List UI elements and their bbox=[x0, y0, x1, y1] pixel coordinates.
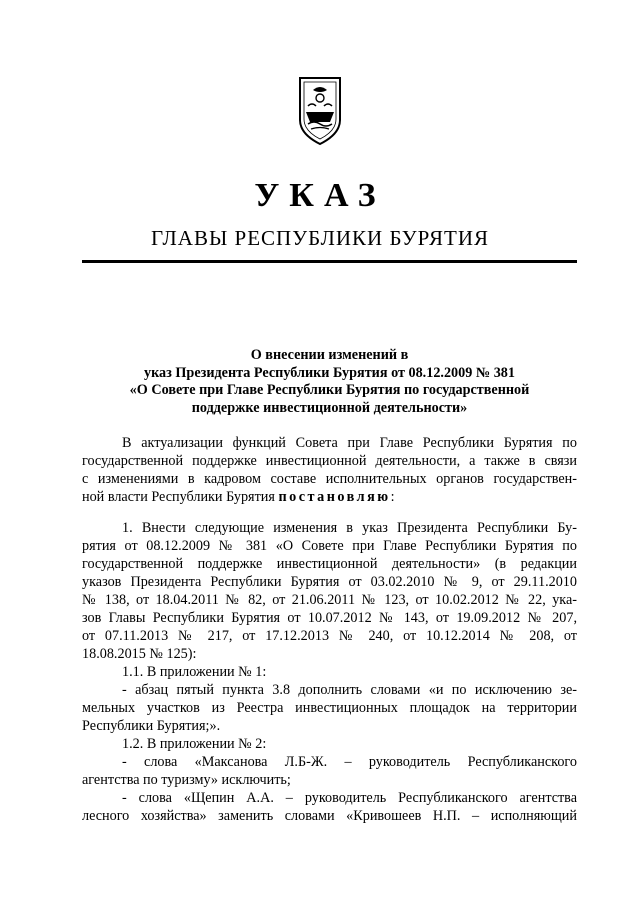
decree-word: постановляю bbox=[278, 489, 391, 505]
preamble-end: : bbox=[390, 489, 395, 505]
preamble-line: В актуализации функций Совета при Главе Республики Бурятия по bbox=[122, 435, 577, 451]
item-1-line: государственной поддержке инвестиционной деятельности» (в редакции bbox=[82, 556, 577, 572]
heading-line: «О Совете при Главе Республики Бурятия по государственной bbox=[129, 382, 530, 398]
item-1-line: указов Президента Республики Бурятия от 03.02.2010 № 9, от 29.11.2010 bbox=[82, 574, 577, 590]
preamble-paragraph bbox=[82, 434, 577, 506]
item-1-2-heading: 1.2. В приложении № 2: bbox=[122, 736, 267, 752]
item-1-2-line: - слова «Максанова Л.Б-Ж. – руководитель Республиканского bbox=[122, 754, 577, 770]
document-heading bbox=[82, 347, 577, 417]
item-1-1-heading: 1.1. В приложении № 1: bbox=[122, 664, 267, 680]
item-1-2-line: - слова «Щепин А.А. – руководитель Республиканского агентства bbox=[122, 790, 577, 806]
coat-of-arms-emblem bbox=[296, 76, 344, 146]
preamble-line: с изменениями в кадровом составе исполнительных органов государствен- bbox=[82, 471, 577, 487]
item-1-line: зов Главы Республики Бурятия от 10.07.2012 № 143, от 19.09.2012 № 207, bbox=[82, 610, 577, 626]
item-1-paragraph bbox=[82, 519, 577, 825]
item-1-2-line: лесного хозяйства» заменить словами «Кривошеев Н.П. – исполняющий bbox=[82, 808, 577, 824]
heading-line: указ Президента Республики Бурятия от 08.12.2009 № 381 bbox=[144, 364, 515, 381]
document-title: УКАЗ bbox=[254, 177, 386, 214]
item-1-1-line: мельных участков из Реестра инвестиционных площадок на территории bbox=[82, 700, 577, 716]
item-1-2-line: агентства по туризму» исключить; bbox=[82, 772, 291, 788]
item-1-line: от 07.11.2013 № 217, от 17.12.2013 № 240, от 10.12.2014 № 208, от bbox=[82, 628, 577, 644]
item-1-line: 1. Внести следующие изменения в указ Президента Республики Бу- bbox=[122, 520, 577, 536]
document-subtitle: ГЛАВЫ РЕСПУБЛИКИ БУРЯТИЯ bbox=[150, 226, 489, 250]
preamble-line: государственной поддержке инвестиционной деятельности, а также в связи bbox=[82, 453, 577, 469]
heading-line: О внесении изменений в bbox=[250, 347, 409, 363]
item-1-line: 18.08.2015 № 125): bbox=[82, 646, 197, 662]
item-1-line: рятия от 08.12.2009 № 381 «О Совете при Главе Республики Бурятия по bbox=[82, 538, 577, 554]
item-1-line: № 138, от 18.04.2011 № 82, от 21.06.2011 № 123, от 10.02.2012 № 22, ука- bbox=[82, 592, 577, 608]
heading-line: поддержке инвестиционной деятельности» bbox=[191, 399, 468, 416]
item-1-1-line: Республики Бурятия;». bbox=[82, 718, 221, 734]
preamble-line: ной власти Республики Бурятия bbox=[82, 489, 275, 505]
title-divider bbox=[82, 260, 577, 263]
item-1-1-line: - абзац пятый пункта 3.8 дополнить словами «и по исключению зе- bbox=[122, 682, 577, 698]
preamble-line-last bbox=[82, 488, 577, 506]
